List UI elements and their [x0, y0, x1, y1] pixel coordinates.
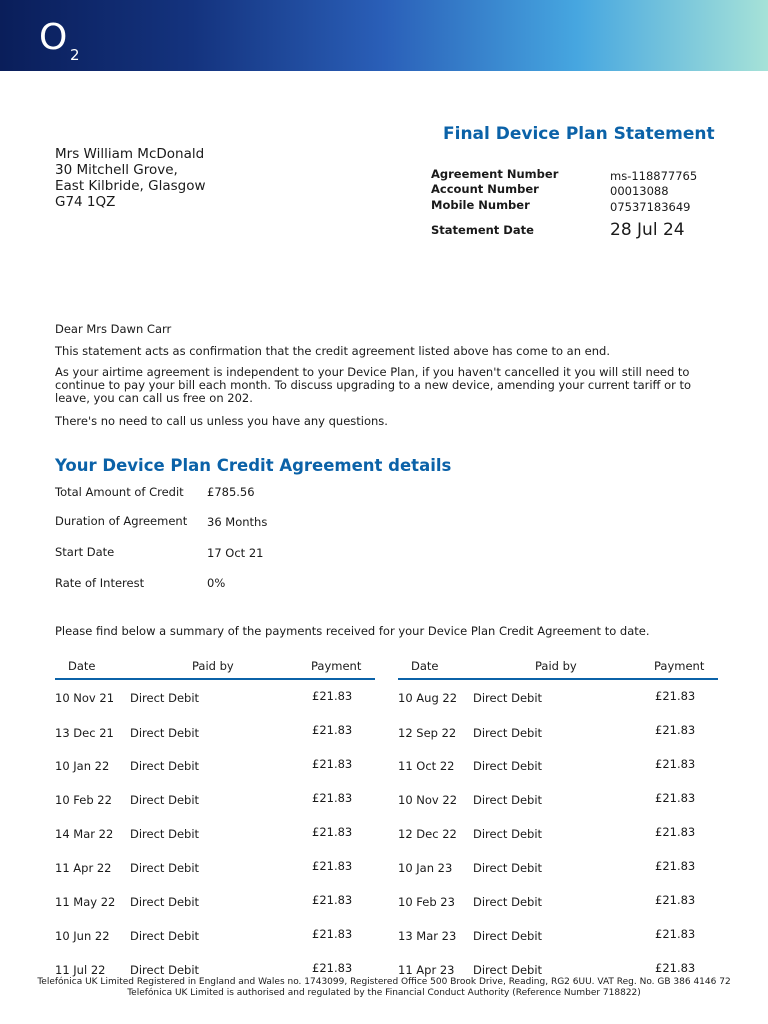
payment-method: Direct Debit: [473, 827, 543, 841]
payment-method: Direct Debit: [473, 929, 543, 943]
payment-amount: £21.83: [655, 859, 696, 873]
payment-date: 11 Apr 22: [55, 861, 112, 875]
payment-amount: £21.83: [655, 791, 696, 805]
payment-method: Direct Debit: [130, 793, 200, 807]
start-date-label: Start Date: [55, 545, 115, 559]
payments-intro: Please find below a summary of the payments received for your Device Plan Credit Agreement to date.: [55, 624, 650, 638]
payment-amount: £21.83: [655, 689, 696, 703]
paragraph-confirmation: This statement acts as confirmation that the credit agreement listed above has come to an end.: [55, 344, 610, 358]
payment-amount: £21.83: [312, 927, 353, 941]
payment-method: Direct Debit: [130, 827, 200, 841]
total-credit-value: £785.56: [207, 485, 255, 499]
payment-method: Direct Debit: [473, 895, 543, 909]
payment-date: 11 May 22: [55, 895, 116, 909]
payment-date: 12 Dec 22: [398, 827, 457, 841]
payment-method: Direct Debit: [130, 963, 200, 977]
agreement-number-value: ms-118877765: [610, 169, 698, 183]
payment-amount: £21.83: [655, 757, 696, 771]
document-title: Final Device Plan Statement: [443, 124, 715, 144]
paragraph-questions: There's no need to call us unless you have any questions.: [55, 414, 388, 428]
payment-method: Direct Debit: [473, 726, 543, 740]
payment-method: Direct Debit: [130, 895, 200, 909]
interest-value: 0%: [207, 576, 226, 590]
payment-amount: £21.83: [655, 893, 696, 907]
mobile-number-label: Mobile Number: [431, 198, 530, 212]
payment-method: Direct Debit: [473, 861, 543, 875]
payment-date: 11 Jul 22: [55, 963, 106, 977]
recipient-address: [55, 146, 206, 210]
payment-method: Direct Debit: [473, 691, 543, 705]
payment-amount: £21.83: [312, 825, 353, 839]
address-line-4: G74 1QZ: [55, 194, 116, 210]
payment-amount: £21.83: [312, 791, 353, 805]
payment-date: 10 Nov 22: [398, 793, 458, 807]
mobile-number-value: 07537183649: [610, 200, 691, 214]
left-header-paid-by: Paid by: [192, 659, 234, 673]
payment-date: 10 Jun 22: [55, 929, 110, 943]
payment-date: 10 Aug 22: [398, 691, 458, 705]
left-header-rule: [55, 678, 375, 680]
statement-date-label: Statement Date: [431, 223, 534, 237]
payment-amount: £21.83: [312, 689, 353, 703]
payment-date: 13 Mar 23: [398, 929, 457, 943]
payment-date: 10 Jan 22: [55, 759, 110, 773]
greeting: Dear Mrs Dawn Carr: [55, 322, 172, 336]
payment-method: Direct Debit: [473, 793, 543, 807]
address-line-3: East Kilbride, Glasgow: [55, 178, 206, 194]
left-header-date: Date: [68, 659, 96, 673]
payment-date: 13 Dec 21: [55, 726, 114, 740]
agreement-details-heading: Your Device Plan Credit Agreement details: [55, 456, 452, 475]
payment-method: Direct Debit: [130, 759, 200, 773]
o2-logo: [39, 17, 80, 64]
payment-amount: £21.83: [655, 723, 696, 737]
payment-method: Direct Debit: [473, 759, 543, 773]
right-header-rule: [398, 678, 718, 680]
address-line-1: Mrs William McDonald: [55, 146, 205, 162]
payment-amount: £21.83: [312, 723, 353, 737]
right-header-payment: Payment: [654, 659, 705, 673]
payment-amount: £21.83: [312, 893, 353, 907]
payment-method: Direct Debit: [473, 963, 543, 977]
footer-regulation: Telefónica UK Limited is authorised and regulated by the Financial Conduct Authority (Reference Number 718822): [127, 988, 641, 998]
payment-amount: £21.83: [655, 961, 696, 975]
statement-date-value: 28 Jul 24: [610, 220, 685, 240]
start-date-value: 17 Oct 21: [207, 546, 264, 560]
payment-method: Direct Debit: [130, 929, 200, 943]
payment-method: Direct Debit: [130, 726, 200, 740]
payment-date: 10 Jan 23: [398, 861, 453, 875]
payment-method: Direct Debit: [130, 861, 200, 875]
payment-amount: £21.83: [655, 927, 696, 941]
footer-registration: Telefónica UK Limited Registered in England and Wales no. 1743099, Registered Office 500 Brook Drive, Reading, RG2 6UU. VAT Reg. No. GB 386 4146 72: [37, 977, 731, 987]
payment-amount: £21.83: [312, 859, 353, 873]
payment-amount: £21.83: [655, 825, 696, 839]
total-credit-label: Total Amount of Credit: [55, 485, 184, 499]
agreement-number-label: Agreement Number: [431, 167, 559, 181]
account-number-label: Account Number: [431, 182, 539, 196]
brand-banner: [0, 0, 768, 71]
payment-date: 10 Feb 22: [55, 793, 112, 807]
payment-amount: £21.83: [312, 961, 353, 975]
right-header-date: Date: [411, 659, 439, 673]
payment-date: 11 Apr 23: [398, 963, 455, 977]
payment-amount: £21.83: [312, 757, 353, 771]
paragraph-airtime: As your airtime agreement is independent to your Device Plan, if you haven't cancelled it you will still need to continue to pay your bill each month. To discuss upgrading to a new device, amending your current tariff or to leave, you can call us free on 202.: [55, 365, 692, 405]
payment-date: 12 Sep 22: [398, 726, 457, 740]
right-header-paid-by: Paid by: [535, 659, 577, 673]
left-header-payment: Payment: [311, 659, 362, 673]
address-line-2: 30 Mitchell Grove,: [55, 162, 178, 178]
account-number-value: 00013088: [610, 184, 669, 198]
duration-label: Duration of Agreement: [55, 514, 188, 528]
duration-value: 36 Months: [207, 515, 268, 529]
payment-date: 14 Mar 22: [55, 827, 114, 841]
payment-date: 10 Nov 21: [55, 691, 115, 705]
payment-method: Direct Debit: [130, 691, 200, 705]
payment-date: 10 Feb 23: [398, 895, 455, 909]
logo-sub-glyph: 2: [70, 46, 80, 64]
logo-main-glyph: O: [39, 17, 67, 58]
payment-date: 11 Oct 22: [398, 759, 455, 773]
interest-label: Rate of Interest: [55, 576, 145, 590]
